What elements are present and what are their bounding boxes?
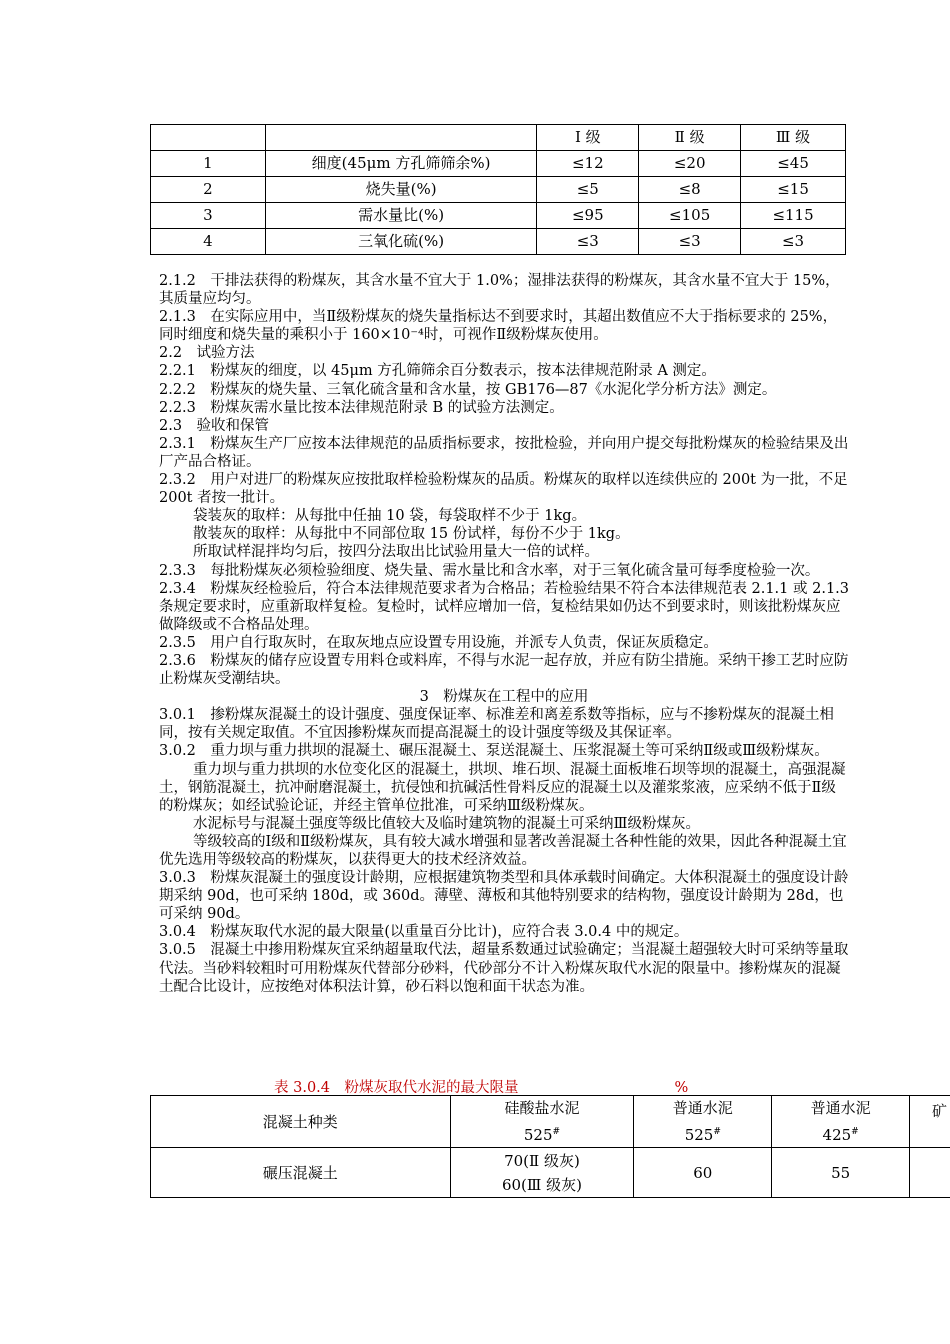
table-header-cell (151, 125, 266, 151)
table-row (151, 177, 846, 203)
table-header-cell (450, 1096, 634, 1148)
header-sup: # (713, 1127, 721, 1137)
paragraph: 2.3.3 每批粉煤灰必须检验细度、烧失量、需水量比和含水率，对于三氧化硫含量可每季度检验一次。 (159, 562, 820, 579)
header-line: 普通水泥 (810, 1099, 871, 1117)
quality-index-table (150, 124, 846, 255)
paragraph: 3.0.5 混凝土中掺用粉煤灰宜采纳超量取代法，超量系数通过试验确定；当混凝土超强较大时可采纳等量取代法。当砂料较粗时可用粉煤灰代替部分砂料，代砂部分不计入粉煤灰取代水泥的限量中。掺粉煤灰的混凝土配合比设计，应按绝对体积法计算，砂石料以饱和面干状态为准。 (159, 942, 849, 995)
paragraph: 3.0.2 重力坝与重力拱坝的混凝土、碾压混凝土、泵送混凝土、压浆混凝土等可采纳Ⅱ级或Ⅲ级粉煤灰。 (159, 743, 829, 760)
paragraph: 等级较高的Ⅰ级和Ⅱ级粉煤灰，具有较大减水增强和显著改善混凝土各种性能的效果，因此各种混凝土宜优先选用等级较高的粉煤灰，以获得更大的技术经济效益。 (159, 833, 847, 868)
paragraph: 3.0.3 粉煤灰混凝土的强度设计龄期，应根据建筑物类型和具体承载时间确定。大体积混凝土的强度设计龄期采纳 90d，也可采纳 180d，或 360d。薄壁、薄板和其他特别要求的结构物，强度设计龄期为 28d，也可采纳 90d。 (159, 870, 849, 923)
table-header-cell (910, 1096, 950, 1148)
header-line: 普通水泥 (672, 1099, 733, 1117)
table-header-cell: Ⅲ 级 (741, 125, 846, 151)
table-caption (274, 1076, 688, 1097)
paragraph: 2.3.5 用户自行取灰时，在取灰地点应设置专用设施，并派专人负责，保证灰质稳定。 (159, 634, 718, 651)
paragraph: 散装灰的取样：从每批中不同部位取 15 份试样，每份不少于 1kg。 (193, 526, 630, 543)
paragraph: 3.0.4 粉煤灰取代水泥的最大限量(以重量百分比计)，应符合表 3.0.4 中的规定。 (159, 924, 689, 941)
table-row (151, 1148, 950, 1198)
table-cell: ≤5 (537, 177, 639, 203)
table-cell: ≤12 (537, 151, 639, 177)
section-heading: 2.3 验收和保管 (159, 417, 270, 434)
table-cell: ≤95 (537, 203, 639, 229)
paragraph: 2.3.1 粉煤灰生产厂应按本法律规范的品质指标要求，按批检验，并向用户提交每批粉煤灰的检验结果及出厂产品合格证。 (159, 435, 849, 470)
table-header-cell: 混凝土种类 (151, 1096, 451, 1148)
table-cell: 三氧化硫(%) (265, 229, 537, 255)
table-caption-title: 表 3.0.4 粉煤灰取代水泥的最大限量 (274, 1080, 519, 1096)
table-cell: ≤3 (639, 229, 741, 255)
paragraph: 重力坝与重力拱坝的水位变化区的混凝土，拱坝、堆石坝、混凝土面板堆石坝等坝的混凝土，高强混凝土，钢筋混凝土，抗冲耐磨混凝土，抗侵蚀和抗碱活性骨料反应的混凝土以及灌浆浆液，应采纳不低于Ⅱ级的粉煤灰；如经试验论证，并经主管单位批准，可采纳Ⅲ级粉煤灰。 (159, 761, 846, 814)
header-sup: # (851, 1127, 859, 1137)
paragraph: 2.2.1 粉煤灰的细度，以 45μm 方孔筛筛余百分数表示，按本法律规范附录 A 测定。 (159, 363, 716, 380)
header-line: 矿 (932, 1102, 948, 1120)
body-text (159, 272, 849, 996)
paragraph: 3.0.1 掺粉煤灰混凝土的设计强度、强度保证率、标准差和离差系数等指标，应与不掺粉煤灰的混凝土相同，按有关规定取值。不宜因掺粉煤灰而提高混凝土的设计强度等级及其保证率。 (159, 707, 834, 742)
table-cell (910, 1148, 950, 1198)
header-grade: 425 (822, 1126, 852, 1144)
paragraph: 水泥标号与混凝土强度等级比值较大及临时建筑物的混凝土可采纳Ⅲ级粉煤灰。 (193, 815, 700, 832)
table-header-row (151, 125, 846, 151)
section-heading: 2.2 试验方法 (159, 345, 255, 362)
table-header-row (151, 1096, 950, 1148)
table-row (151, 229, 846, 255)
table-header-cell (265, 125, 537, 151)
table-cell: 60 (634, 1148, 772, 1198)
table-cell: 需水量比(%) (265, 203, 537, 229)
table-cell: ≤3 (741, 229, 846, 255)
table-cell: 3 (151, 203, 266, 229)
header-sup: # (552, 1127, 561, 1137)
table-cell: ≤45 (741, 151, 846, 177)
table-cell: 1 (151, 151, 266, 177)
table-cell: ≤8 (639, 177, 741, 203)
header-grade: 525 (684, 1126, 714, 1144)
header-line (451, 1120, 634, 1147)
header-grade: 525 (523, 1126, 553, 1144)
table-cell: ≤115 (741, 203, 846, 229)
paragraph: 2.2.3 粉煤灰需水量比按本法律规范附录 B 的试验方法测定。 (159, 399, 564, 416)
table-cell (450, 1148, 634, 1198)
cell-line: 70(Ⅱ 级灰) (504, 1151, 580, 1170)
table-header-cell: Ⅱ 级 (639, 125, 741, 151)
table-cell: ≤15 (741, 177, 846, 203)
paragraph: 2.1.3 在实际应用中，当Ⅱ级粉煤灰的烧失量指标达不到要求时，其超出数值应不大于指标要求的 25%，同时细度和烧失量的乘积小于 160×10⁻⁴时，可视作Ⅱ级粉煤灰使用。 (159, 309, 838, 344)
table-cell: ≤20 (639, 151, 741, 177)
paragraph: 袋装灰的取样：从每批中任抽 10 袋，每袋取样不少于 1kg。 (193, 508, 587, 525)
paragraph: 2.1.2 干排法获得的粉煤灰，其含水量不宜大于 1.0%；湿排法获得的粉煤灰，其含水量不宜大于 15%，其质量应均匀。 (159, 273, 840, 308)
table-caption-unit: % (674, 1080, 689, 1096)
paragraph: 2.3.4 粉煤灰经检验后，符合本法律规范要求者为合格品；若检验结果不符合本法律规范表 2.1.1 或 2.1.3 条规定要求时，应重新取样复检。复检时，试样应增加一倍，复检结果如仍达不到要求时，则该批粉煤灰应做降级或不合格品处理。 (159, 580, 850, 633)
header-line (634, 1120, 771, 1147)
table-cell: 碾压混凝土 (151, 1148, 451, 1198)
header-line: 硅酸盐水泥 (504, 1099, 580, 1117)
cell-line: 60(Ⅲ 级灰) (501, 1175, 582, 1194)
paragraph: 2.3.6 粉煤灰的储存应设置专用料仓或料库，不得与水泥一起存放，并应有防尘措施。采纳干掺工艺时应防止粉煤灰受潮结块。 (159, 652, 849, 688)
table-cell: ≤3 (537, 229, 639, 255)
table-header-cell (772, 1096, 910, 1148)
table-row (151, 203, 846, 229)
paragraph: 所取试样混拌均匀后，按四分法取出比试验用量大一倍的试样。 (193, 544, 599, 561)
table-cell: 55 (772, 1148, 910, 1198)
table-row (151, 151, 846, 177)
table-cell: 4 (151, 229, 266, 255)
table-cell: 细度(45μm 方孔筛筛余%) (265, 151, 537, 177)
table-cell: 2 (151, 177, 266, 203)
replacement-limit-table (150, 1095, 950, 1198)
table-header-cell: Ⅰ 级 (537, 125, 639, 151)
table-header-cell (634, 1096, 772, 1148)
header-line (772, 1120, 909, 1147)
table-cell: ≤105 (639, 203, 741, 229)
table-cell: 烧失量(%) (265, 177, 537, 203)
paragraph: 2.2.2 粉煤灰的烧失量、三氧化硫含量和含水量，按 GB176—87《水泥化学分析方法》测定。 (159, 381, 777, 398)
chapter-heading: 3 粉煤灰在工程中的应用 (419, 689, 589, 706)
paragraph: 2.3.2 用户对进厂的粉煤灰应按批取样检验粉煤灰的品质。粉煤灰的取样以连续供应的 200t 为一批，不足 200t 者按一批计。 (159, 472, 848, 507)
